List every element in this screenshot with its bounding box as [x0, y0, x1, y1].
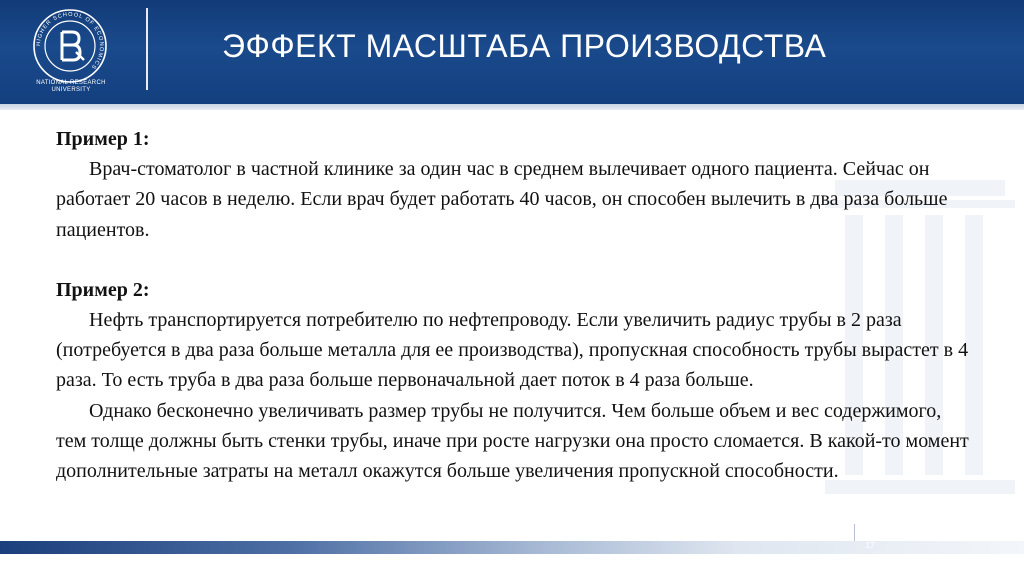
example-2-text: Нефть транспортируется потребителю по нефтепроводу. Если увеличить радиус трубы в 2 раза (потребуется в два раза больше металла для ее производства), пропускная способность трубы вырастет в 4 раза. То есть труба в два раза больше первоначальной дает поток в 4 раза больше. — [56, 309, 969, 392]
logo-caption-line1: NATIONAL RESEARCH — [36, 80, 106, 86]
header-divider — [146, 8, 148, 90]
logo-caption-line2: UNIVERSITY — [51, 87, 91, 93]
slide-content — [56, 124, 976, 486]
example-2-text-continued: Однако бесконечно увеличивать размер трубы не получится. Чем больше объем и вес содержимого, тем толще должны быть стенки трубы, иначе при росте нагрузки она просто сломается. В какой-то момент дополнительные затраты на металл окажутся больше увеличения пропускной способности. — [56, 399, 969, 483]
spacer — [56, 245, 976, 275]
university-logo — [12, 8, 130, 100]
logo-caption — [12, 80, 130, 94]
example-2-title: Пример 2: — [56, 278, 150, 301]
header-stripe — [0, 104, 1024, 110]
slide-title: ЭФФЕКТ МАСШТАБА ПРОИЗВОДСТВА — [222, 28, 827, 64]
slide-header — [0, 0, 1024, 104]
hse-seal-icon — [32, 8, 108, 84]
seal-text: HIGHER SCHOOL OF ECONOMICS — [35, 11, 105, 71]
example-1-text: Врач-стоматолог в частной клинике за один час в среднем вылечивает одного пациента. Сейчас он работает 20 часов в неделю. Если врач будет работать 40 часов, он способен вылечить в два раза больше пациентов. — [56, 158, 948, 241]
page-number: 17 — [865, 541, 875, 550]
example-1-title: Пример 1: — [56, 128, 150, 150]
